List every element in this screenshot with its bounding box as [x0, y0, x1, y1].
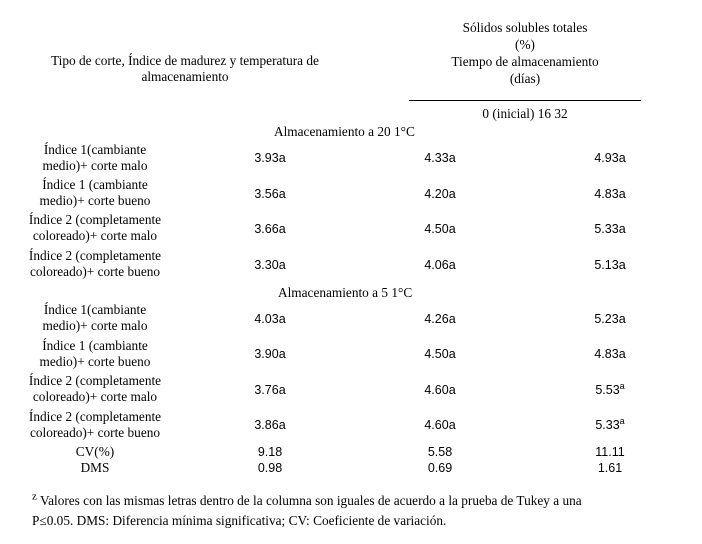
- cell-day32: 4.83a: [594, 347, 626, 361]
- significance-letter: a: [619, 415, 625, 426]
- cell-day0: 3.76a: [254, 383, 286, 397]
- row-label: [8, 248, 182, 280]
- footnote-line2: P≤0.05. DMS: Diferencia mínima significativa; CV: Coeficiente de variación.: [32, 513, 447, 528]
- footnote: [32, 491, 582, 531]
- cell-day16: 4.20a: [424, 187, 456, 201]
- cell-day32: 5.13a: [594, 258, 626, 272]
- cell-day0: 3.66a: [254, 222, 286, 236]
- main-title: Sólidos solubles totales: [462, 20, 588, 35]
- row-label-line1: Índice 2 (completamente: [28, 248, 162, 263]
- row-label-line2: coloreado)+ corte bueno: [29, 264, 161, 279]
- footnote-text: Valores con las mismas letras dentro de la columna son iguales de acuerdo a la prueba de Tukey a una: [36, 493, 582, 508]
- row-label-line1: Índice 2 (completamente: [28, 373, 162, 388]
- row-label: [8, 302, 182, 334]
- stub-header: [20, 53, 350, 85]
- sub-unit: (días): [509, 71, 541, 86]
- row-label-line1: Índice 2 (completamente: [28, 212, 162, 227]
- times-header: 0 (inicial) 16 32: [482, 106, 568, 121]
- cell-day32: 11.11: [595, 445, 625, 459]
- footnote-line1: [32, 491, 582, 511]
- cell-value: 5.33: [595, 418, 620, 432]
- significance-letter: a: [619, 380, 625, 391]
- section-title: Almacenamiento a 5 1°C: [278, 285, 413, 300]
- cell-day16: 4.33a: [424, 151, 456, 165]
- row-label-line1: Índice 1 (cambiante: [42, 338, 148, 353]
- row-label-line1: Índice 1(cambiante: [43, 142, 147, 157]
- cell-day32: [575, 415, 645, 432]
- row-label-line2: medio)+ corte malo: [42, 158, 148, 173]
- stub-header-line1: Tipo de corte, Índice de madurez y temperatura de: [51, 53, 319, 68]
- cell-day0: 3.90a: [254, 347, 286, 361]
- cell-day16: 0.69: [427, 461, 453, 475]
- cell-day32: 5.23a: [594, 312, 626, 326]
- sub-title: Tiempo de almacenamiento: [451, 54, 599, 69]
- row-label-line2: medio)+ corte bueno: [39, 193, 151, 208]
- cell-day16: 4.50a: [424, 347, 456, 361]
- cell-day0: 3.30a: [254, 258, 286, 272]
- row-label: [8, 142, 182, 174]
- cell-day32: 4.83a: [594, 187, 626, 201]
- row-label-line1: Índice 2 (completamente: [28, 409, 162, 424]
- unit: (%): [515, 37, 535, 52]
- row-label: [8, 373, 182, 405]
- cell-day0: 3.86a: [254, 418, 286, 432]
- row-label-line2: medio)+ corte bueno: [39, 354, 151, 369]
- cell-day16: 4.06a: [424, 258, 456, 272]
- cell-day16: 4.26a: [424, 312, 456, 326]
- row-label: [8, 409, 182, 441]
- cell-day0: 4.03a: [254, 312, 286, 326]
- row-label: [8, 338, 182, 370]
- cell-day16: 4.60a: [424, 383, 456, 397]
- cell-day32: 1.61: [597, 461, 623, 475]
- cell-day0: 3.93a: [254, 151, 286, 165]
- row-label: [8, 212, 182, 244]
- cell-value: 5.53: [595, 383, 620, 397]
- row-label-line2: coloreado)+ corte malo: [32, 228, 158, 243]
- row-label-line1: Índice 1 (cambiante: [42, 177, 148, 192]
- cell-day16: 4.60a: [424, 418, 456, 432]
- stub-header-line2: almacenamiento: [141, 69, 229, 84]
- cell-day32: 5.33a: [594, 222, 626, 236]
- cell-day0: 9.18: [257, 445, 283, 459]
- header-rule: [409, 100, 641, 101]
- stat-label: CV(%): [75, 444, 115, 459]
- cell-day0: 0.98: [257, 461, 283, 475]
- row-label-line1: Índice 1(cambiante: [43, 302, 147, 317]
- cell-day16: 5.58: [427, 445, 453, 459]
- section-title: Almacenamiento a 20 1°C: [274, 124, 415, 139]
- row-label: [8, 177, 182, 209]
- stat-label: DMS: [80, 460, 110, 475]
- cell-day32: 4.93a: [594, 151, 626, 165]
- cell-day16: 4.50a: [424, 222, 456, 236]
- row-label-line2: medio)+ corte malo: [42, 318, 148, 333]
- cell-day32: [575, 380, 645, 397]
- cell-day0: 3.56a: [254, 187, 286, 201]
- row-label-line2: coloreado)+ corte bueno: [29, 425, 161, 440]
- column-header: [409, 19, 641, 87]
- footnote-marker: z: [32, 490, 37, 503]
- row-label-line2: coloreado)+ corte malo: [32, 389, 158, 404]
